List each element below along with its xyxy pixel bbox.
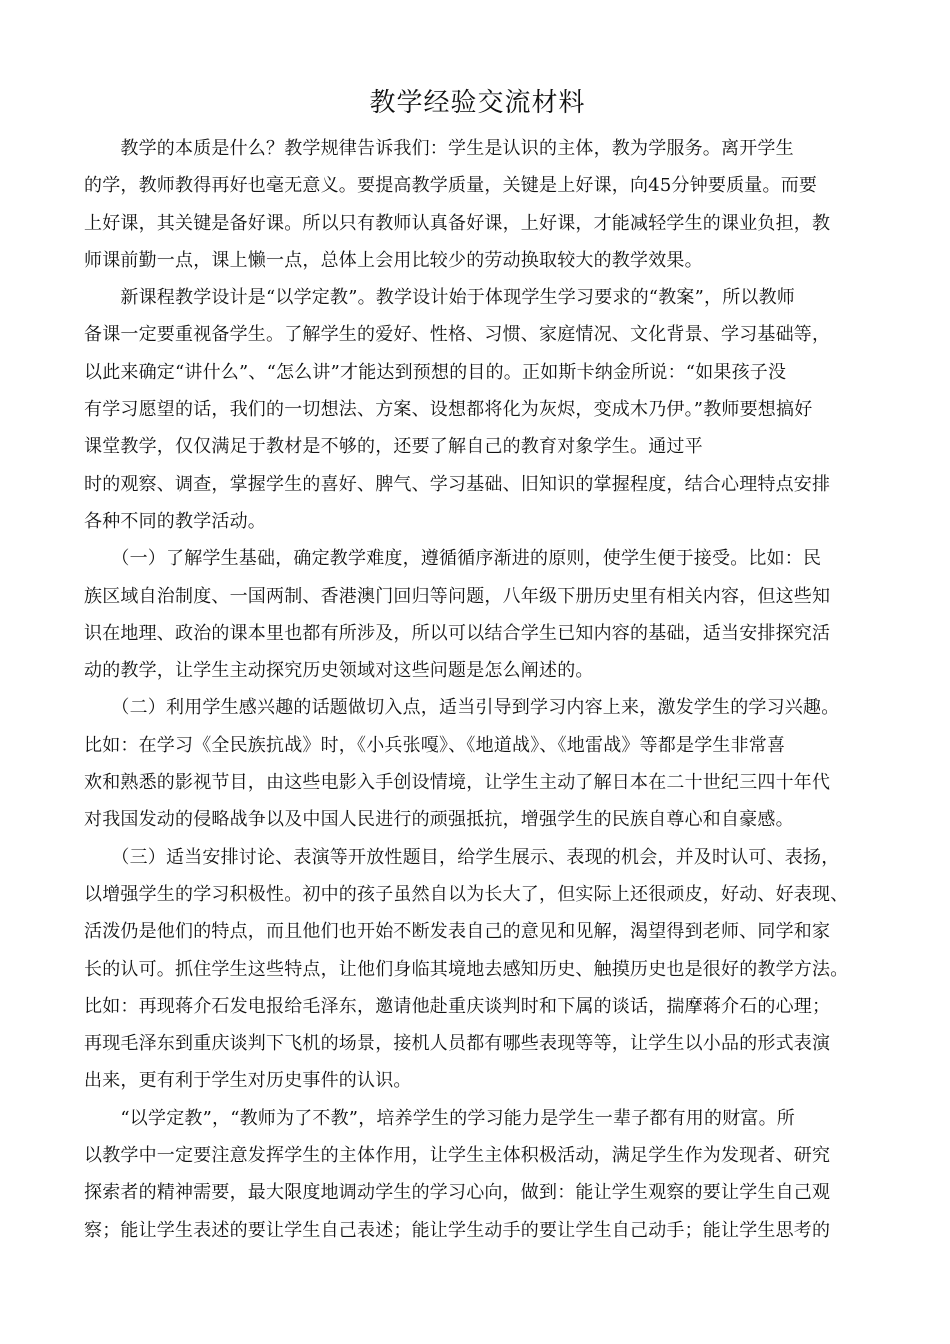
text-line: 对我国发动的侵略战争以及中国人民进行的顽强抵抗，增强学生的民族自尊心和自豪感。: [84, 809, 794, 831]
text-line: 比如：再现蒋介石发电报给毛泽东，邀请他赴重庆谈判时和下属的谈话，揣摩蒋介石的心理；: [84, 995, 831, 1017]
document-title: 教学经验交流材料: [369, 88, 586, 118]
text-line: 以教学中一定要注意发挥学生的主体作用，让学生主体积极活动，满足学生作为发现者、研究: [84, 1145, 831, 1167]
text-line: 师课前勤一点，课上懒一点，总体上会用比较少的劳动换取较大的教学效果。: [84, 249, 703, 271]
text-line: （三）适当安排讨论、表演等开放性题目，给学生展示、表现的机会，并及时认可、表扬，: [84, 846, 840, 868]
text-line: 有学习愿望的话，我们的一切想法、方案、设想都将化为灰烬，变成木乃伊。”教师要想搞好: [84, 399, 813, 421]
text-line: 比如：在学习《全民族抗战》时，《小兵张嘎》、《地道战》、《地雷战》等都是学生非常喜: [84, 734, 786, 756]
text-line: 以增强学生的学习积极性。初中的孩子虽然自以为长大了，但实际上还很顽皮，好动、好表现、: [84, 883, 849, 905]
text-line: 各种不同的教学活动。: [84, 510, 266, 532]
text-line: 再现毛泽东到重庆谈判下飞机的场景，接机人员都有哪些表现等等，让学生以小品的形式表演: [84, 1033, 831, 1055]
text-line: 察；能让学生表述的要让学生自己表述；能让学生动手的要让学生自己动手；能让学生思考的: [84, 1219, 831, 1241]
text-line: 长的认可。抓住学生这些特点，让他们身临其境地去感知历史、触摸历史也是很好的教学方法。: [84, 958, 849, 980]
paragraph-intro: [84, 130, 871, 279]
paragraph-point-one: [84, 540, 871, 689]
text-line: 备课一定要重视备学生。了解学生的爱好、性格、习惯、家庭情况、文化背景、学习基础等，: [84, 324, 831, 346]
text-line: 探索者的精神需要，最大限度地调动学生的学习心向，做到：能让学生观察的要让学生自己观: [84, 1182, 831, 1204]
text-line: 欢和熟悉的影视节目，由这些电影入手创设情境，让学生主动了解日本在二十世纪三四十年代: [84, 772, 831, 794]
text-line: 新课程教学设计是“以学定教”。教学设计始于体现学生学习要求的“教案”，所以教师: [84, 287, 796, 309]
document-page: [84, 82, 871, 1249]
paragraph-conclusion: [84, 1100, 871, 1249]
text-line: 时的观察、调查，掌握学生的喜好、脾气、学习基础、旧知识的掌握程度，结合心理特点安排: [84, 473, 831, 495]
text-line: 动的教学，让学生主动探究历史领域对这些问题是怎么阐述的。: [84, 660, 594, 682]
text-line: 族区域自治制度、一国两制、香港澳门回归等问题，八年级下册历史里有相关内容，但这些知: [84, 585, 831, 607]
text-line: 课堂教学，仅仅满足于教材是不够的，还要了解自己的教育对象学生。通过平: [84, 436, 703, 458]
text-line: （一）了解学生基础，确定教学难度，遵循循序渐进的原则，使学生便于接受。比如：民: [84, 548, 822, 570]
text-line: （二）利用学生感兴趣的话题做切入点，适当引导到学习内容上来，激发学生的学习兴趣。: [84, 697, 840, 719]
paragraph-point-three: [84, 839, 871, 1100]
paragraph-point-two: [84, 689, 871, 838]
text-line: “以学定教”，“教师为了不教”，培养学生的学习能力是学生一辈子都有用的财富。所: [84, 1107, 796, 1129]
text-line: 上好课，其关键是备好课。所以只有教师认真备好课，上好课，才能减轻学生的课业负担，教: [84, 212, 831, 234]
text-line: 识在地理、政治的课本里也都有所涉及，所以可以结合学生已知内容的基础，适当安排探究活: [84, 622, 831, 644]
text-line: 出来，更有利于学生对历史事件的认识。: [84, 1070, 412, 1092]
text-line: 以此来确定“讲什么”、“怎么讲”才能达到预想的目的。正如斯卡纳金所说：“如果孩子没: [84, 361, 787, 383]
text-line: 的学，教师教得再好也毫无意义。要提高教学质量，关键是上好课，向45分钟要质量。而要: [84, 175, 818, 197]
text-line: 教学的本质是什么？教学规律告诉我们：学生是认识的主体，教为学服务。离开学生: [84, 138, 794, 159]
paragraph-curriculum-design: [84, 279, 871, 540]
text-line: 活泼仍是他们的特点，而且他们也开始不断发表自己的意见和见解，渴望得到老师、同学和家: [84, 921, 831, 943]
